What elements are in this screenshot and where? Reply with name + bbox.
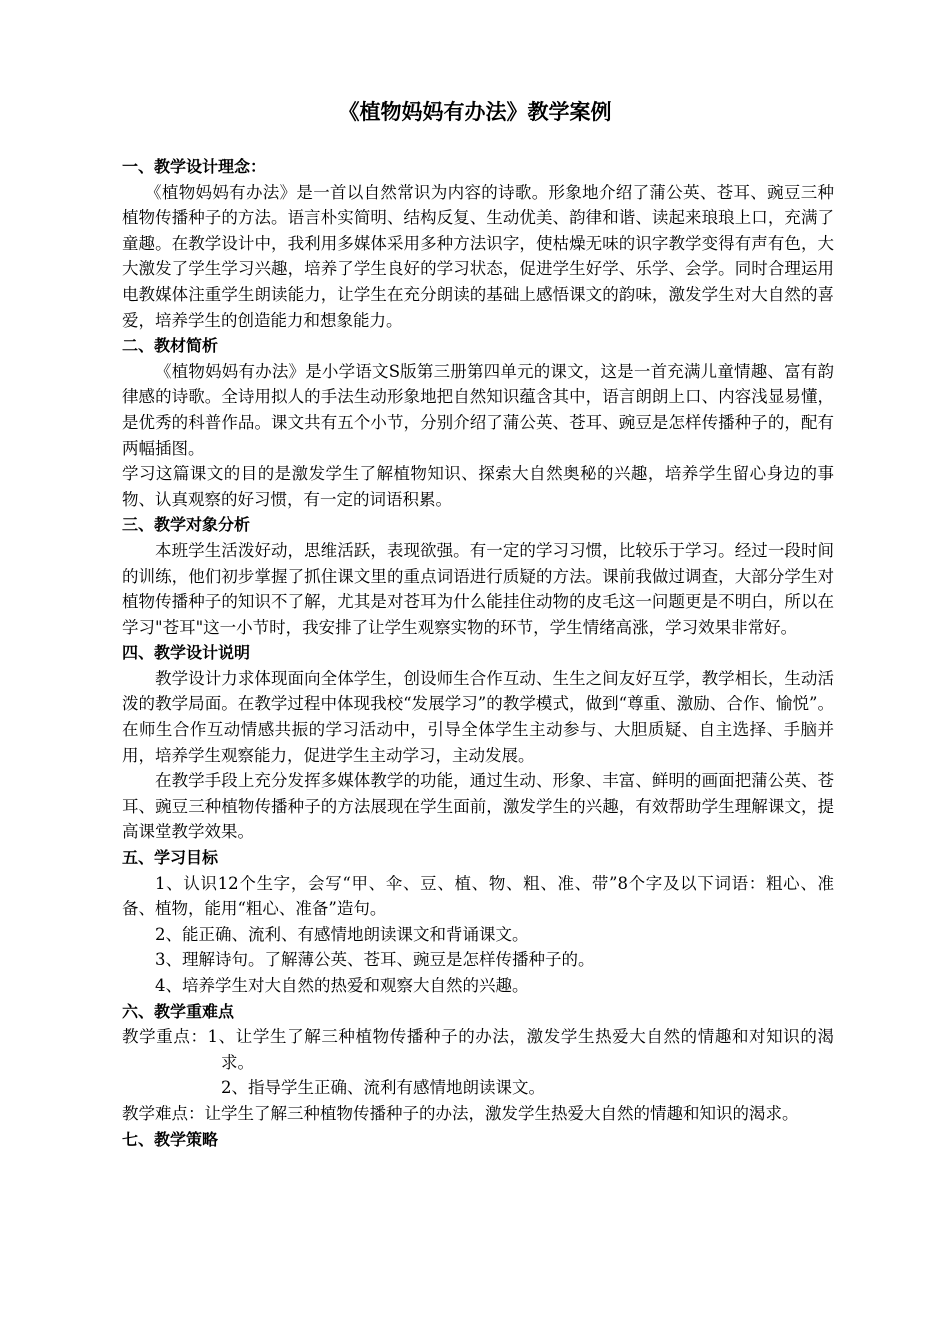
section-heading: 二、教材简析 [122, 336, 219, 356]
section-heading: 一、教学设计理念： [122, 157, 267, 176]
list-item: 3、理解诗句。了解薄公英、苍耳、豌豆是怎样传播种子的。 [155, 950, 595, 970]
document-body [122, 154, 834, 1152]
paragraph: 教学设计力求体现面向全体学生，创设师生合作互动、生生之间友好互学，教学相长，生动活泼的教学局面。在教学过程中体现我校“发展学习”的教学模式，做到“尊重、激励、合作、愉悦”。在师生合作互动情感共振的学习活动中，引导全体学生主动参与、大胆质疑、自主选择、手脑并用，培养学生观察能力，促进学生主动学习，主动发展。 [122, 668, 834, 765]
document-title: 《植物妈妈有办法》教学案例 [338, 100, 612, 124]
list-item: 2、能正确、流利、有感情地朗读课文和背诵课文。 [155, 924, 529, 944]
difficult-point: 教学难点：让学生了解三种植物传播种子的办法，激发学生热爱大自然的情趣和知识的渴求。 [122, 1103, 799, 1123]
paragraph: 本班学生活泼好动，思维活跃，表现欲强。有一定的学习习惯，比较乐于学习。经过一段时间的训练，他们初步掌握了抓住课文里的重点词语进行质疑的方法。课前我做过调查，大部分学生对植物传播种子的知识不了解，尤其是对苍耳为什么能挂住动物的皮毛这一问题更是不明白，所以在学习"苍耳"这一小节时，我安排了让学生观察实物的环节，学生情绪高涨，学习效果非常好。 [122, 540, 834, 637]
paragraph: 在教学手段上充分发挥多媒体教学的功能，通过生动、形象、丰富、鲜明的画面把蒲公英、苍耳、豌豆三种植物传播种子的方法展现在学生面前，激发学生的兴趣，有效帮助学生理解课文，提高课堂教学效果。 [122, 771, 834, 842]
paragraph: 《植物妈妈有办法》是一首以自然常识为内容的诗歌。形象地介绍了蒲公英、苍耳、豌豆三种植物传播种子的方法。语言朴实简明、结构反复、生动优美、韵律和谐、读起来琅琅上口，充满了童趣。在教学设计中，我利用多媒体采用多种方法识字，使枯燥无味的识字教学变得有声有色，大大激发了学生学习兴趣，培养了学生良好的学习状态，促进学生好学、乐学、会学。同时合理运用电教媒体注重学生朗读能力，让学生在充分朗读的基础上感悟课文的韵味，激发学生对大自然的喜爱，培养学生的创造能力和想象能力。 [122, 182, 834, 330]
section-heading: 四、教学设计说明 [122, 643, 251, 663]
list-item: 4、培养学生对大自然的热爱和观察大自然的兴趣。 [155, 976, 529, 995]
section-heading: 七、教学策略 [122, 1129, 219, 1149]
paragraph: 学习这篇课文的目的是激发学生了解植物知识、探索大自然奥秘的兴趣，培养学生留心身边的事物、认真观察的好习惯，有一定的词语积累。 [122, 464, 834, 509]
section-heading: 三、教学对象分析 [122, 515, 251, 535]
key-point: 2、指导学生正确、流利有感情地朗读课文。 [221, 1078, 545, 1098]
key-point: 教学重点：1、让学生了解三种植物传播种子的办法，激发学生热爱大自然的情趣和对知识的渴求。 [122, 1027, 834, 1072]
section-heading: 六、教学重难点 [122, 1001, 235, 1021]
paragraph: 《植物妈妈有办法》是小学语文S版第三册第四单元的课文，这是一首充满儿童情趣、富有韵律感的诗歌。全诗用拟人的手法生动形象地把自然知识蕴含其中，语言朗朗上口、内容浅显易懂，是优秀的科普作品。课文共有五个小节，分别介绍了蒲公英、苍耳、豌豆是怎样传播种子的，配有两幅插图。 [122, 361, 834, 458]
section-heading: 五、学习目标 [122, 848, 219, 868]
list-item: 1、认识12个生字，会写“甲、伞、豆、植、物、粗、准、带”8个字及以下词语：粗心、准备、植物，能用“粗心、准备”造句。 [122, 873, 834, 919]
